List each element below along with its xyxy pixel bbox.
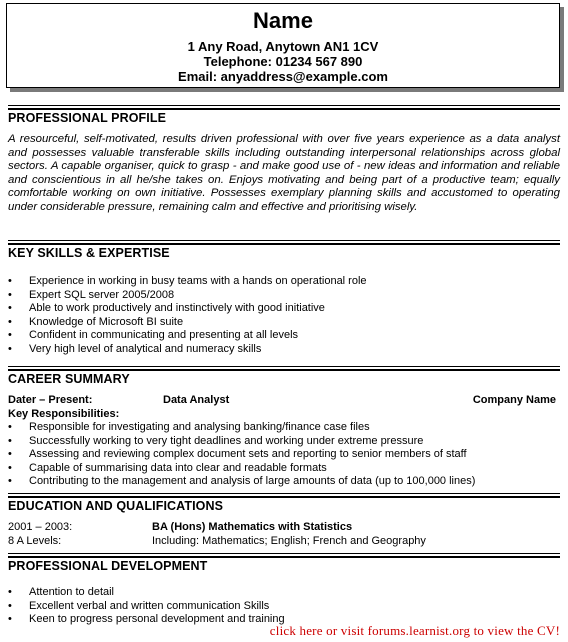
education-section — [8, 496, 560, 548]
list-item: • Very high level of analytical and numeracy skills — [8, 343, 560, 357]
degree: BA (Hons) Mathematics with Statistics — [152, 521, 353, 533]
company-name: Company Name — [472, 394, 556, 406]
education-label: 8 A Levels: — [8, 534, 62, 547]
profile-paragraph: A resourceful, self-motivated, results driven professional with over five years experience as a data analyst and possesses valuable transferable skills including outstanding interpersonal relationships across global sectors. A capable organiser, quick to grasp - and make good use of - new ideas and information and reliable and conscientious in all he/she takes on. Enjoys motivating and being part of a productive team; equally comfortable working on own initiative. Possesses exemplary planning skills and accustomed to operating under considerable pressure, remaining calm and effective and prioritising wisely. — [8, 133, 560, 213]
education-row — [8, 535, 560, 549]
candidate-name: Name — [253, 8, 313, 33]
list-item: • Keen to progress personal development and training — [8, 613, 560, 627]
section-heading: KEY SKILLS & EXPERTISE — [8, 243, 560, 262]
education-date: 2001 – 2003: — [8, 521, 73, 533]
career-section — [8, 369, 560, 489]
section-heading: PROFESSIONAL PROFILE — [8, 108, 560, 127]
section-heading: CAREER SUMMARY — [8, 369, 560, 388]
responsibilities-list — [8, 421, 560, 489]
list-item: • Excellent verbal and written communication Skills — [8, 600, 560, 614]
view-cv-link[interactable]: click here or visit forums.learnist.org to view the CV! — [269, 623, 560, 638]
skills-section — [8, 243, 560, 357]
list-item: • Expert SQL server 2005/2008 — [8, 289, 560, 303]
list-item: • Experience in working in busy teams with a hands on operational role — [8, 275, 560, 289]
email-line: Email: anyaddress@example.com — [178, 69, 388, 84]
a-levels: Including: Mathematics; English; French and Geography — [152, 534, 426, 547]
profile-section — [8, 108, 560, 215]
address-line: 1 Any Road, Anytown AN1 1CV — [187, 39, 379, 54]
list-item: • Confident in communicating and presenting at all levels — [8, 329, 560, 343]
list-item: • Successfully working to very tight deadlines and working under extreme pressure — [8, 435, 560, 449]
development-section — [8, 556, 560, 627]
section-heading: EDUCATION AND QUALIFICATIONS — [8, 496, 560, 515]
development-list — [8, 586, 560, 627]
list-item: • Attention to detail — [8, 586, 560, 600]
telephone-line: Telephone: 01234 567 890 — [203, 54, 363, 69]
education-row — [8, 521, 560, 535]
job-title: Data Analyst — [163, 394, 230, 406]
list-item: • Assessing and reviewing complex document sets and reporting to senior members of staff — [8, 448, 560, 462]
list-item: • Capable of summarising data into clear and readable formats — [8, 462, 560, 476]
list-item: • Responsible for investigating and analysing banking/finance case files — [8, 421, 560, 435]
career-dates: Dater – Present: — [8, 394, 93, 406]
responsibilities-label: Key Responsibilities: — [8, 408, 120, 420]
cv-header — [6, 3, 560, 88]
list-item: • Knowledge of Microsoft BI suite — [8, 316, 560, 330]
section-heading: PROFESSIONAL DEVELOPMENT — [8, 556, 560, 575]
list-item: • Able to work productively and instinctively with good initiative — [8, 302, 560, 316]
skills-list — [8, 275, 560, 357]
list-item: • Contributing to the management and analysis of large amounts of data (up to 100,000 lines) — [8, 475, 560, 489]
career-entry-row — [8, 394, 560, 407]
